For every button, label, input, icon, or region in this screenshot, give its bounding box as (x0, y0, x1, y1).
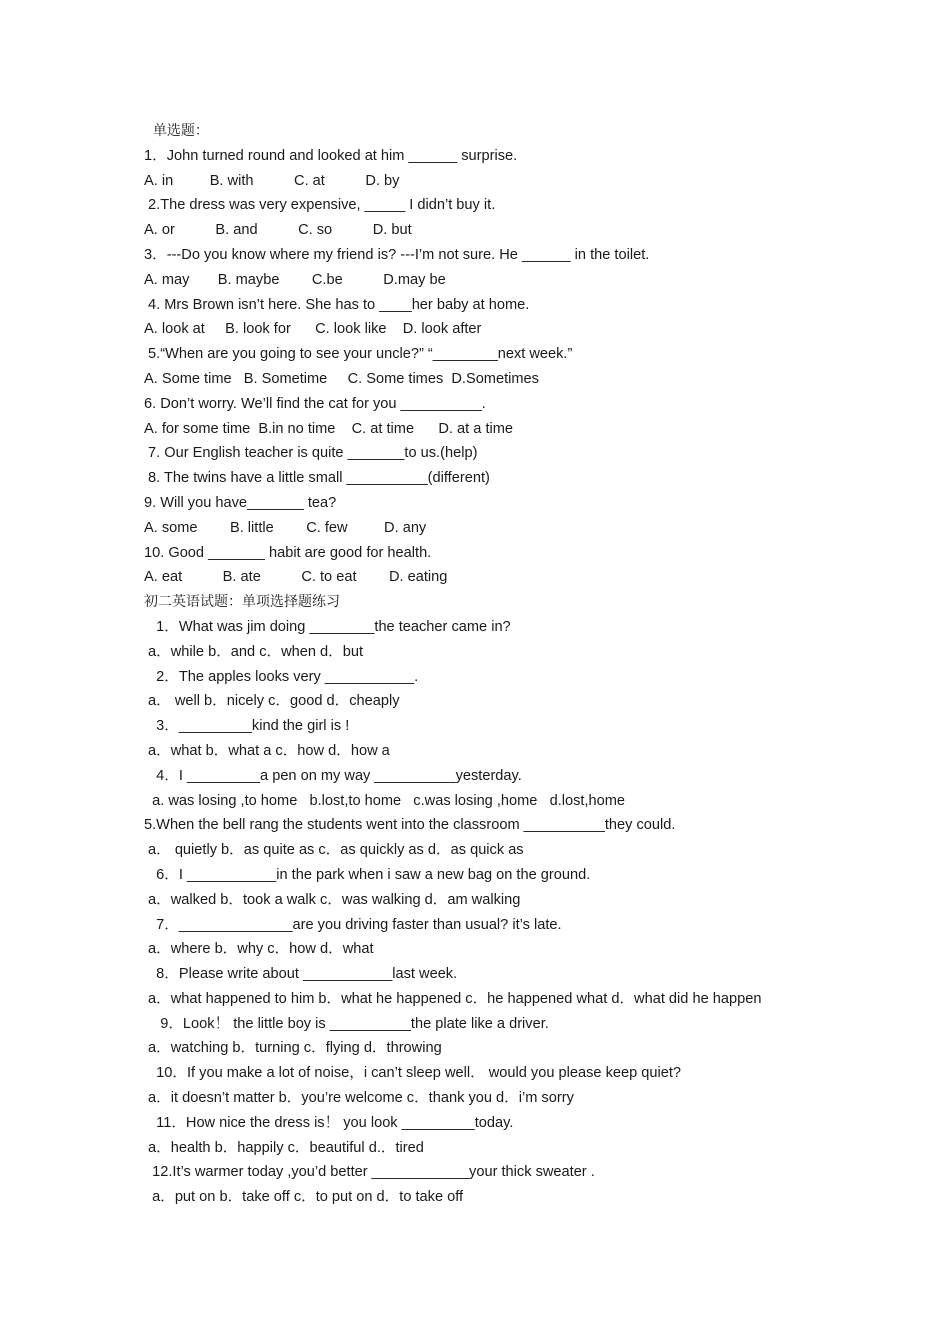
answer-options: A. may B. maybe C.be D.may be (144, 271, 446, 288)
section-heading: 初二英语试题：单项选择题练习 (144, 594, 340, 611)
answer-options: a．put on b．take off c．to put on d．to take off (144, 1189, 464, 1206)
answer-options: a．health b．happily c．beautiful d.．tired (144, 1139, 424, 1156)
question-text: 5.When the bell rang the students went into the classroom __________they could. (144, 817, 676, 834)
question-text: 1．What was jim doing ________the teacher came in? (144, 618, 511, 635)
answer-options: a．where b．why c．how d．what (144, 941, 374, 958)
answer-options: A. look at B. look for C. look like D. look after (144, 321, 482, 338)
answer-options: a．while b．and c．when d．but (144, 643, 364, 660)
answer-options: a． quietly b．as quite as c．as quickly as d．as quick as (144, 842, 524, 859)
question-text: 9. Will you have_______ tea? (144, 494, 337, 511)
answer-options: a．watching b．turning c．flying d．throwing (144, 1040, 442, 1057)
question-text: 2.The dress was very expensive, _____ I didn’t buy it. (144, 197, 496, 214)
answer-options: A. or B. and C. so D. but (144, 222, 412, 239)
question-text: 7. Our English teacher is quite _______to us.(help) (144, 445, 478, 462)
answer-options: a． well b．nicely c．good d．cheaply (144, 693, 400, 710)
question-list (144, 119, 844, 1210)
question-text: 1．John turned round and looked at him ______ surprise. (144, 147, 518, 164)
question-text: 12.It’s warmer today ,you’d better ____________your thick sweater . (144, 1164, 595, 1181)
question-text: 4. Mrs Brown isn’t here. She has to ____her baby at home. (144, 296, 530, 313)
question-text: 3．---Do you know where my friend is? ---I’m not sure. He ______ in the toilet. (144, 246, 650, 263)
question-text: 3．_________kind the girl is ! (144, 718, 350, 735)
answer-options: a．it doesn’t matter b．you’re welcome c．thank you d．i’m sorry (144, 1090, 574, 1107)
question-text: 8. The twins have a little small __________(different) (144, 470, 490, 487)
question-text: 6. Don’t worry. We’ll find the cat for you __________. (144, 395, 486, 412)
question-text: 4．I _________a pen on my way __________yesterday. (144, 767, 522, 784)
question-text: 10．If you make a lot of noise，i can’t sleep well． would you please keep quiet? (144, 1065, 682, 1082)
answer-options: A. in B. with C. at D. by (144, 172, 400, 189)
question-text: 7．______________are you driving faster than usual? it’s late. (144, 916, 562, 933)
question-text: 11．How nice the dress is！ you look _________today. (144, 1114, 514, 1131)
answer-options: A. some B. little C. few D. any (144, 519, 427, 536)
question-text: 9．Look！ the little boy is __________the plate like a driver. (144, 1015, 549, 1032)
answer-options: a．what b．what a c．how d．how a (144, 742, 390, 759)
section-heading: 单选题： (144, 123, 209, 139)
answer-options: a．walked b．took a walk c．was walking d．am walking (144, 891, 521, 908)
question-text: 10. Good _______ habit are good for health. (144, 544, 432, 561)
question-text: 6．I ___________in the park when i saw a new bag on the ground. (144, 866, 591, 883)
question-text: 8．Please write about ___________last week. (144, 966, 458, 983)
answer-options: A. eat B. ate C. to eat D. eating (144, 569, 448, 586)
question-text: 2．The apples looks very ___________. (144, 668, 419, 685)
answer-options: A. Some time B. Sometime C. Some times D.Sometimes (144, 370, 539, 387)
answer-options: a．what happened to him b．what he happened c．he happened what d．what did he happen (144, 990, 762, 1007)
answer-options: A. for some time B.in no time C. at time D. at a time (144, 420, 514, 437)
question-text: 5.“When are you going to see your uncle?” “________next week.” (144, 346, 573, 363)
answer-options: a. was losing ,to home b.lost,to home c.was losing ,home d.lost,home (144, 792, 626, 809)
